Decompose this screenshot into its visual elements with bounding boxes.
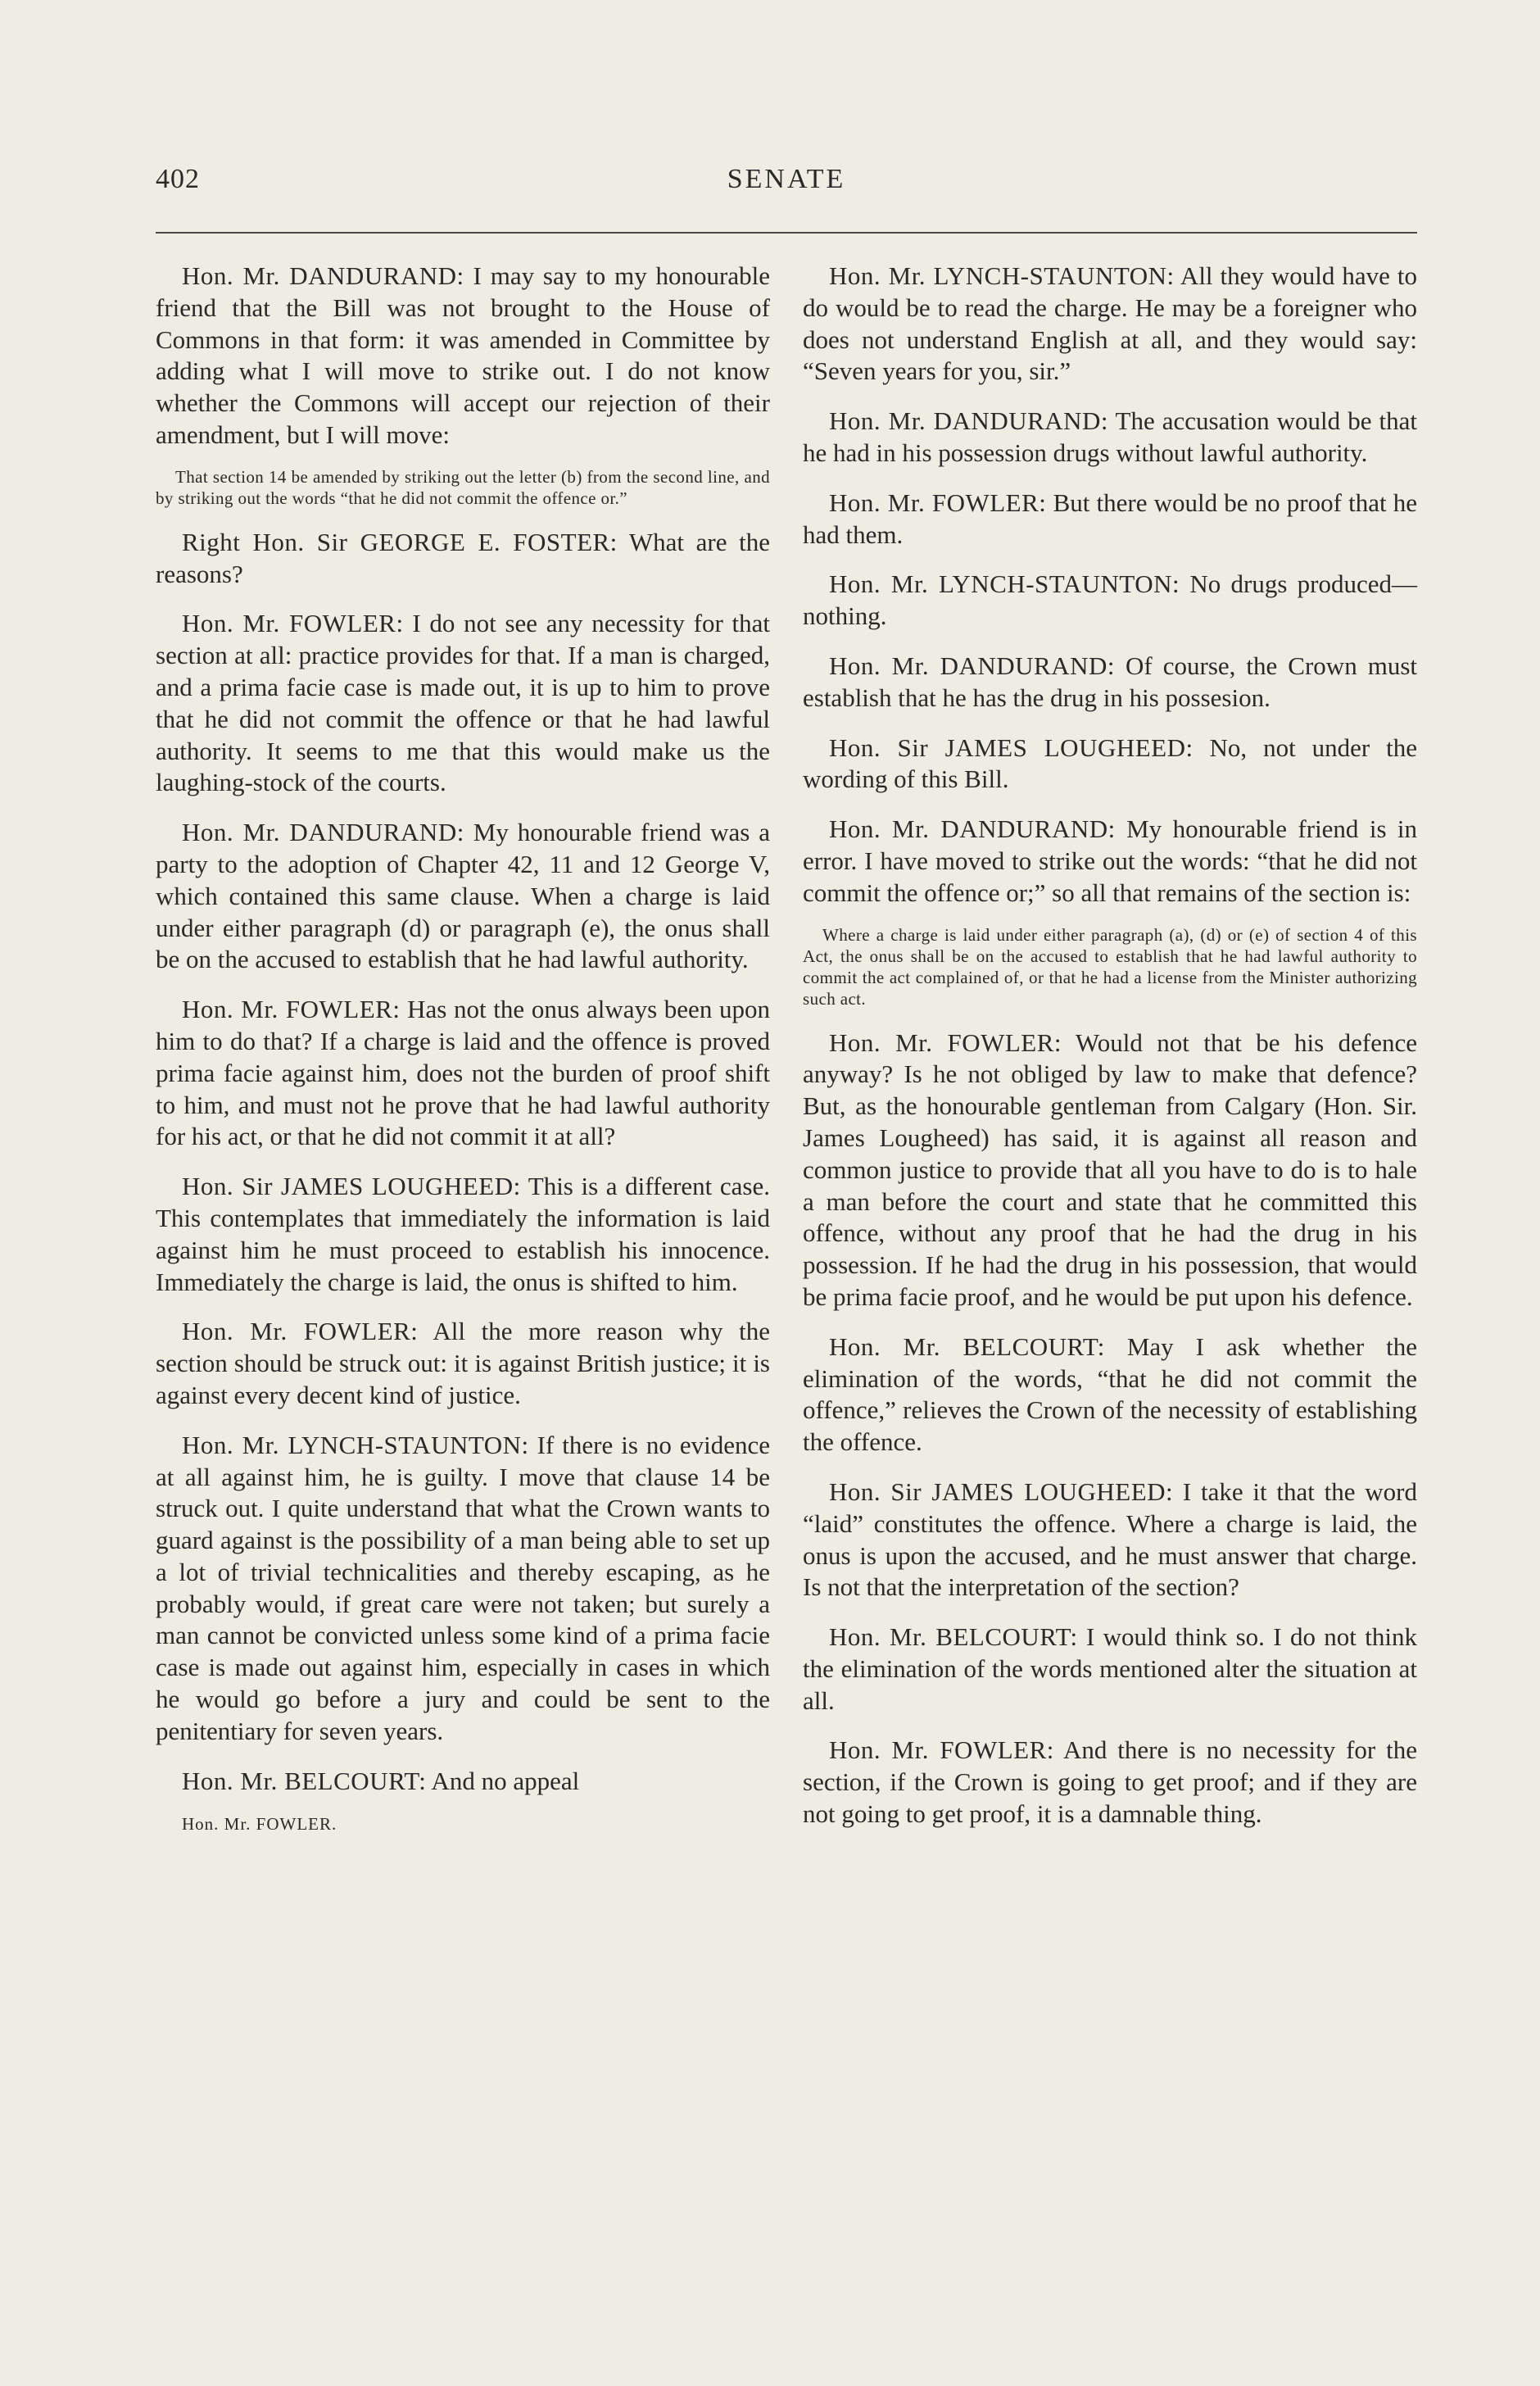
- speaker-name: Hon. Mr. BELCOURT:: [829, 1331, 1105, 1361]
- speech-text: And no appeal: [426, 1766, 580, 1795]
- speech-text: If there is no evidence at all against him, he is guilty. I move that clause 14 be struck out. I quite understand that what the Crown wants to guard against is the possibility of a man being able to set up a lot of trivial technicalities and thereby escaping, as he probably would, if great care were not taken; but surely a man cannot be convicted unless some kind of a prima facie case is made out against him, especially in cases in which he would go before a jury and could be sent to the penitentiary for seven years.: [156, 1430, 770, 1745]
- speaker-name: Hon. Mr. FOWLER:: [182, 995, 401, 1024]
- speaker-name: Hon. Mr. LYNCH-STAUNTON:: [182, 1430, 529, 1459]
- speech-text: No, not under the wording of this Bill.: [803, 733, 1417, 794]
- speech-paragraph: [803, 814, 1417, 909]
- speech-paragraph: [803, 569, 1417, 633]
- speech-text: This is a different case. This contemplates that immediately the information is laid against him he must proceed to establish his innocence. Immediately the charge is laid, the onus is shifted to him.: [156, 1172, 770, 1296]
- speech-paragraph: [156, 527, 770, 591]
- speaker-name: Hon. Sir JAMES LOUGHEED:: [829, 1477, 1174, 1506]
- speech-text: But there would be no proof that he had them.: [803, 488, 1417, 549]
- speech-text: All they would have to do would be to read the charge. He may be a foreigner who does not understand English at all, and they would say: “Seven years for you, sir.”: [803, 261, 1417, 386]
- speech-paragraph: [803, 1477, 1417, 1604]
- speech-paragraph: [156, 1430, 770, 1748]
- speech-text: I do not see any necessity for that section at all: practice provides for that. If a man is charged, and a prima facie case is made out, it is up to him to prove that he did not commit the offence or that he had lawful authority. It seems to me that this would make us the laughing-stock of the courts.: [156, 609, 770, 797]
- speech-paragraph: [156, 608, 770, 799]
- speech-text: I would think so. I do not think the elimination of the words mentioned alter the situation at all.: [803, 1622, 1417, 1715]
- speaker-name: Hon. Mr. FOWLER:: [182, 1317, 419, 1346]
- speaker-name: Hon. Mr. DANDURAND:: [182, 261, 464, 290]
- speech-paragraph: [156, 817, 770, 976]
- speech-text: What are the reasons?: [156, 527, 770, 588]
- speaker-name: Hon. Mr. BELCOURT:: [182, 1766, 427, 1795]
- speech-text: The accusation would be that he had in his possession drugs without lawful authority.: [803, 406, 1417, 467]
- speaker-name: Hon. Mr. DANDURAND:: [182, 818, 464, 847]
- speaker-name: Hon. Mr. FOWLER:: [829, 1735, 1054, 1765]
- speech-text: My honourable friend was a party to the adoption of Chapter 42, 11 and 12 George V, which contained this same clause. When a charge is laid under either paragraph (d) or paragraph (e), the onus shall be on the accused to establish that he had lawful authority.: [156, 818, 771, 974]
- speech-paragraph: [156, 1316, 770, 1411]
- speech-text: I may say to my honourable friend that the Bill was not brought to the House of Commons in that form: it was amended in Committee by adding what I will move to strike out. I do not know whether the Commons will accept our rejection of their amendment, but I will move:: [156, 261, 771, 449]
- speech-paragraph: [803, 488, 1417, 551]
- speech-text: No drugs produced—nothing.: [803, 569, 1417, 631]
- speech-text: I take it that the word “laid” constitutes the offence. Where a charge is laid, the onus is upon the accused, and he must answer that charge. Is not that the interpretation of the section?: [803, 1477, 1417, 1602]
- speaker-name: Right Hon. Sir GEORGE E. FOSTER:: [182, 527, 618, 556]
- speaker-name: Hon. Mr. DANDURAND:: [829, 406, 1109, 436]
- quoted-motion: That section 14 be amended by striking out the letter (b) from the second line, and by striking out the words “that he did not commit the offence or.”: [156, 466, 770, 508]
- speech-paragraph: [803, 1622, 1417, 1717]
- speech-paragraph: [803, 1331, 1417, 1458]
- speech-text: May I ask whether the elimination of the words, “that he did not commit the offence,” relieves the Crown of the necessity of establishing the offence.: [803, 1331, 1418, 1457]
- left-column: [156, 261, 770, 1840]
- speaker-name: Hon. Mr. FOWLER:: [829, 488, 1047, 517]
- footer-speaker-name: Hon. Mr. FOWLER.: [182, 1814, 337, 1835]
- quoted-section: Where a charge is laid under either paragraph (a), (d) or (e) of section 4 of this Act, the onus shall be on the accused to establish that he had lawful authority to commit the act complained of, or that he had a license from the Minister authorizing such act.: [803, 924, 1417, 1009]
- speech-text: My honourable friend is in error. I have moved to strike out the words: “that he did not commit the offence or;” so all that remains of the section is:: [803, 814, 1418, 907]
- speaker-name: Hon. Mr. DANDURAND:: [829, 651, 1115, 680]
- header-rule: [156, 232, 1417, 234]
- page-number: 402: [156, 164, 200, 194]
- speaker-name: Hon. Sir JAMES LOUGHEED:: [829, 733, 1194, 762]
- speaker-name: Hon. Mr. LYNCH-STAUNTON:: [829, 569, 1180, 599]
- speech-paragraph: [156, 1171, 770, 1298]
- speaker-name: Hon. Mr. FOWLER:: [182, 609, 404, 638]
- speaker-name: Hon. Mr. LYNCH-STAUNTON:: [829, 261, 1175, 290]
- speaker-name: Hon. Mr. FOWLER:: [829, 1027, 1062, 1057]
- speech-paragraph: [156, 1766, 770, 1798]
- speech-text: All the more reason why the section should be struck out: it is against British justice; it is against every decent kind of justice.: [156, 1317, 770, 1409]
- speech-text: Would not that be his defence anyway? Is he not obliged by law to make that defence? But, as the honourable gentleman from Calgary (Hon. Sir. James Lougheed) has said, it is against all reason and common justice to provide that all you have to do is to hale a man before the court and state that he committed this offence, without any proof that he had the drug in his possession. If he had the drug in his possession, that would be prima facie proof, and he would be put upon his defence.: [803, 1027, 1417, 1311]
- speech-paragraph: [156, 994, 770, 1153]
- speech-paragraph: [803, 733, 1417, 796]
- speech-paragraph: [803, 261, 1417, 388]
- right-column: [803, 261, 1417, 1848]
- speech-text: Has not the onus always been upon him to do that? If a charge is laid and the offence is proved prima facie against him, does not the burden of proof shift to him, and must not he prove that he had lawful authority for his act, or that he did not commit it at all?: [156, 995, 770, 1151]
- speech-paragraph: [156, 261, 770, 451]
- speech-paragraph: [803, 651, 1417, 714]
- speaker-name: Hon. Mr. BELCOURT:: [829, 1622, 1078, 1652]
- speaker-name: Hon. Mr. DANDURAND:: [829, 814, 1116, 844]
- running-head: SENATE: [727, 164, 846, 194]
- page-header: [156, 164, 1417, 213]
- speech-text: Of course, the Crown must establish that he has the drug in his possesion.: [803, 651, 1418, 712]
- speech-paragraph: [803, 406, 1417, 469]
- speech-paragraph: [803, 1027, 1417, 1313]
- speech-text: And there is no necessity for the section, if the Crown is going to get proof; and if they are not going to get proof, it is a damnable thing.: [803, 1735, 1417, 1829]
- speaker-name: Hon. Sir JAMES LOUGHEED:: [182, 1172, 521, 1201]
- speech-paragraph: [803, 1735, 1417, 1830]
